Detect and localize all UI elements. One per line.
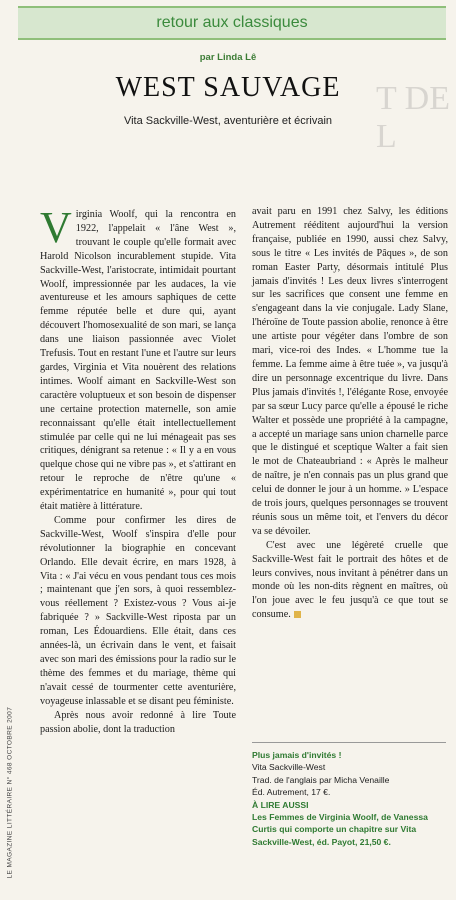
paragraph: avait paru en 1991 chez Salvy, les éditions Autrement rééditent aujourd'hui la version française, publiée en 1990, aussi chez Salvy, sous le titre « Les invités de Pâques », de son roman Easter Party, désormais intitulé Plus jamais d'invités ! Les deux livres s'interrogent sur les sacrifices que consent une femme en s'engageant dans la vie conjugale. Lady Slane, l'héroïne de Toute passion abolie, renonce à être une artiste pour végéter dans l'ombre de son mari, vice-roi des Indes. « L'homme tue la femme. La femme aime à être tuée », va jusqu'à dire un personnage excentrique du livre. Dans Plus jamais d'invités !, l'élégante Rose, envoyée par sa sœur Lucy parce qu'elle a épousé le riche Walter et possède une propriété à la campagne, a accepté un mariage sans union charnelle parce que le distingué et sceptique Walter a fait sien le mot de Chateaubriand : « Après le malheur de naître, je n'en connais pas un plus grand que celui de donner le jour à un homme. » L'espace de trois jours, quelques personnages se trouvent réunis sous un même toit, et l'envers du décor va se dévoiler.	[252, 206, 449, 537]
section-header	[18, 6, 446, 40]
byline: par Linda Lê	[199, 52, 257, 63]
also-read-label: À LIRE AUSSI	[252, 799, 309, 810]
also-read-entry	[252, 811, 446, 848]
paragraph	[40, 203, 236, 514]
article-title: WEST SAUVAGE	[115, 72, 341, 103]
paragraph	[252, 539, 448, 622]
paragraph: Après nous avoir redonné à lire Toute passion abolie, dont la traduction	[40, 709, 236, 735]
article-subtitle: Vita Sackville-West, aventurière et écrivain	[123, 115, 333, 127]
margin-label-text: LE MAGAZINE LITTÉRAIRE N° 468 OCTOBRE 2007	[6, 706, 14, 879]
ghost-letters: T DE L	[376, 80, 450, 155]
article-column-right	[252, 205, 448, 622]
paragraph: Comme pour confirmer les dires de Sackville-West, Woolf s'inspira d'elle pour révolutionner la biographie en concevant Orlando. Elle devait écrire, en mars 1928, à Vita : « J'ai vécu en vous pendant tous ces mois ; maintenant que j'en sors, à quoi ressemblez-vous réellement ? Existez-vous ? Vous ai-je fabriquée ? » Sackville-West riposta par un roman, Les Édouardiens. Elle était, dans ces années-là, un écrivain dans le vent, et faisait avec son mari des émissions pour la radio sur le thème des femmes et du mariage, thème qui n'avait cessé de tourmenter cette aventurière, voyageuse inlassable et se disant peu féministe.	[40, 514, 236, 707]
book-publisher: Éd. Autrement, 17 €.	[252, 787, 331, 798]
margin-label	[0, 706, 14, 890]
book-translation: Trad. de l'anglais par Micha Venaille	[252, 774, 390, 785]
book-title: Plus jamais d'invités !	[252, 750, 342, 760]
drop-cap: V	[40, 203, 72, 252]
paragraph-text: C'est avec une légèreté cruelle que Sackville-West fait le portrait des hôtes et de leurs convives, nous invitant à pénétrer dans un monde où les non-dits règnent en maîtres, où l'on joue avec le feu jusqu'à ce que tout se consume.	[252, 539, 448, 621]
end-mark-icon	[294, 611, 301, 618]
article-column-left	[40, 203, 236, 736]
book-info-box	[252, 742, 446, 848]
section-title: retour aux classiques	[156, 14, 308, 31]
also-read-details: de Vanessa Curtis qui comporte un chapitre sur Vita Sackville-West, éd. Payot, 21,50 €.	[252, 812, 428, 847]
also-read-title: Les Femmes de Virginia Woolf,	[252, 812, 379, 823]
paragraph-text: irginia Woolf, qui la rencontra en 1922, l'appelait « l'âne West », trouvant le couple qu'elle formait avec Harold Nicolson incurablement stupide. Vita Sackville-West, l'aristocrate, intimidait pourtant Woolf, impressionnée par les audaces, la vie aventureuse et les amours saphiques de cette femme réputée belle et dure qui, ayant découvert l'homosexualité de son mari, se lança dans une liaison passionnée avec Violet Trefusis. Tout en restant l'une et l'autre sur leurs gardes, Virginia et Vita nouèrent des relations intimes. Woolf aimant en Sackville-West son caractère voluptueux et son besoin de dispenser une certaine protection maternelle, son amie reconnaissant qu'elle était intellectuellement stimulée par celle qui ne lui ménageait pas ses critiques, dénigrant sa retenue : « Il y a en vous quelque chose qui ne vibre pas », et s'attirant en retour le reproche de n'être qu'une « expérimentatrice en humanité », pour qui tout était matière à littérature.	[40, 209, 236, 513]
book-author: Vita Sackville-West	[252, 762, 326, 773]
